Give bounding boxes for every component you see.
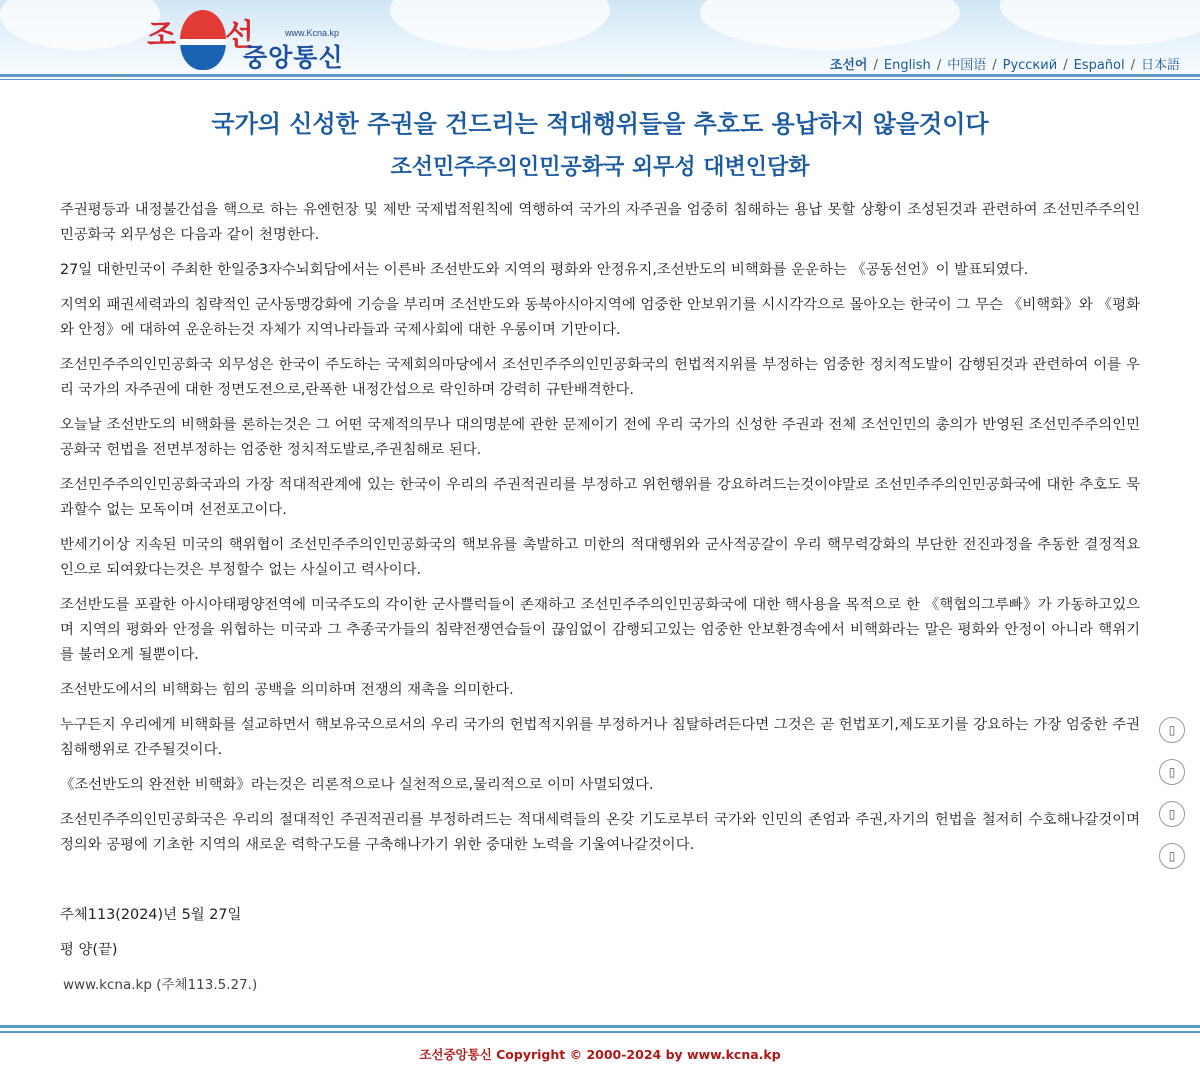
cloud-decoration [0, 0, 160, 50]
article-paragraph: 주권평등과 내정불간섭을 핵으로 하는 유엔헌장 및 제반 국제법적원칙에 역행하여 국가의 자주권을 엄중히 침해하는 용납 못할 상황이 조성된것과 관련하여 조선민주주의인민공화국 외무성은 다음과 같이 천명한다. [60, 202, 1140, 243]
footer-divider [0, 1025, 1200, 1028]
article-title: 국가의 신성한 주권을 건드리는 적대행위들을 추호도 용납하지 않을것이다 [211, 110, 989, 138]
logo-text-left: 조 [147, 18, 176, 53]
side-toolbar [1159, 717, 1187, 885]
lang-separator: / [1130, 58, 1135, 73]
article-subtitle: 조선민주주의인민공화국 외무성 대변인담화 [390, 155, 810, 180]
logo-url: www.Kcna.kp [285, 28, 340, 38]
footer-copyright: Copyright © 2000-2024 by www.kcna.kp [491, 1047, 781, 1062]
lang-korean[interactable]: 조선어 [829, 58, 868, 73]
header-divider [0, 74, 1200, 77]
article-paragraph: 27일 대한민국이 주최한 한일중3자수뇌회담에서는 이른바 조선반도와 지역의 평화와 안정유지,조선반도의 비핵화를 운운하는 《공동선언》이 발표되였다. [60, 262, 1029, 278]
article-date: 주체113(2024)년 5월 27일 [60, 907, 242, 923]
logo-text-right: 선 [225, 18, 254, 53]
lang-separator: / [992, 58, 997, 73]
article-paragraph: 《조선반도의 완전한 비핵화》라는것은 리론적으로나 실천적으로,물리적으로 이미 사멸되였다. [60, 777, 654, 793]
logo-emblem-icon [180, 10, 226, 70]
article-paragraph: 누구든지 우리에게 비핵화를 설교하면서 핵보유국으로서의 우리 국가의 헌법적지위를 부정하거나 침탈하려든다면 그것은 곧 헌법포기,제도포기를 강요하는 가장 엄중한 주권침해행위로 간주될것이다. [60, 717, 1140, 758]
lang-chinese[interactable]: 中国语 [947, 58, 987, 73]
site-footer [0, 1045, 1200, 1063]
header-divider [0, 79, 1200, 80]
article-body [60, 198, 1140, 998]
article-paragraph: 반세기이상 지속된 미국의 핵위협이 조선민주주의인민공화국의 핵보유를 촉발하고 미한의 적대행위와 군사적공갈이 우리 핵무력강화의 부단한 전진과정을 추동한 결정적요인으로 되여왔다는것은 부정할수 없는 사실이고 력사이다. [60, 537, 1140, 578]
share-icon[interactable]: ▯ [1159, 717, 1185, 743]
footer-divider [0, 1031, 1200, 1033]
article-paragraph: 지역외 패권세력과의 침략적인 군사동맹강화에 기승을 부리며 조선반도와 동북아시아지역에 엄중한 안보위기를 시시각각으로 몰아오는 한국이 그 무슨 《비핵화》와 《평화와 안정》에 대하여 운운하는것 자체가 지역나라들과 국제사회에 대한 우롱이며 기만이다. [60, 297, 1140, 338]
lang-separator: / [936, 58, 942, 73]
print-icon[interactable]: ▯ [1159, 759, 1185, 785]
lang-separator: / [873, 58, 878, 73]
article-place: 평 양(끝) [60, 942, 118, 958]
spacer [60, 868, 1140, 903]
article-paragraph: 조선민주주의인민공화국과의 가장 적대적관계에 있는 한국이 우리의 주권적권리를 부정하고 위헌행위를 강요하려드는것이야말로 조선민주주의인민공화국에 대한 추호도 묵과할수 없는 모독이며 선전포고이다. [60, 477, 1140, 518]
cloud-decoration [390, 0, 610, 50]
article-paragraph: 조선민주주의인민공화국 외무성은 한국이 주도하는 국제회의마당에서 조선민주주의인민공화국의 헌법적지위를 부정하는 엄중한 정치적도발이 감행된것과 관련하여 이를 우리 국가의 자주권에 대한 정면도전으로,란폭한 내정간섭으로 락인하며 강력히 규탄배격한다. [60, 357, 1140, 398]
site-header [0, 0, 1200, 82]
article-source: www.kcna.kp (주체113.5.27.) [63, 977, 258, 993]
logo-subtitle: 중앙통신 [243, 43, 344, 72]
lang-japanese[interactable]: 日本語 [1140, 58, 1180, 73]
lang-spanish[interactable]: Español [1073, 58, 1125, 73]
kcna-logo[interactable] [145, 6, 360, 72]
article-paragraph: 조선반도에서의 비핵화는 힘의 공백을 의미하며 전쟁의 재촉을 의미한다. [60, 682, 514, 698]
article-paragraph: 조선반도를 포괄한 아시아태평양전역에 미국주도의 각이한 군사쁠럭들이 존재하고 조선민주주의인민공화국에 대한 핵사용을 목적으로 한 《핵협의그루빠》가 가동하고있으며 지역의 평화와 안정을 위협하는 미국과 그 추종국가들의 침략전쟁연습들이 끊임없이 감행되고있는 엄중한 안보환경속에서 비핵화라는 말은 평화와 안정이 아니라 핵위기를 불러오게 될뿐이다. [60, 597, 1140, 663]
cloud-decoration [1000, 0, 1200, 45]
lang-separator: / [1063, 58, 1068, 73]
font-size-icon[interactable]: ▯ [1159, 801, 1185, 827]
article-paragraph: 조선민주주의인민공화국은 우리의 절대적인 주권적권리를 부정하려드는 적대세력들의 온갖 기도로부터 국가와 인민의 존엄과 주권,자기의 헌법을 철저히 수호해나갈것이며 정의와 공평에 기초한 지역의 새로운 력학구도를 구축해나가기 위한 중대한 노력을 기울여나갈것이다. [60, 812, 1140, 853]
article-paragraph: 오늘날 조선반도의 비핵화를 론하는것은 그 어떤 국제적의무나 대의명분에 관한 문제이기 전에 우리 국가의 신성한 주권과 전체 조선인민의 총의가 반영된 조선민주주의인민공화국 헌법을 전면부정하는 엄중한 정치적도발로,주권침해로 된다. [60, 417, 1140, 458]
top-icon[interactable]: ▯ [1159, 843, 1185, 869]
footer-brand: 조선중앙통신 [419, 1047, 492, 1062]
lang-russian[interactable]: Русский [1002, 58, 1058, 73]
cloud-decoration [700, 0, 960, 50]
lang-english[interactable]: English [883, 58, 931, 73]
language-selector [830, 54, 1180, 73]
